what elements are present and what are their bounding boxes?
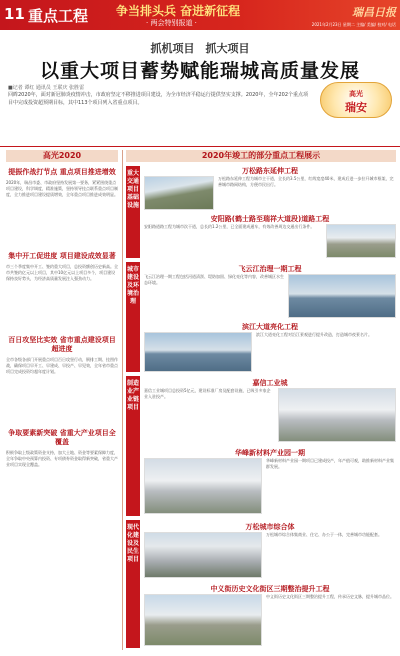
project-photo: [144, 332, 252, 372]
left-section-body: 市三个季度集中开工、签约重大项目，总投资额创历史新高。全市共签约亿元以上项目，其中10亿元以上项目多个，项目建设保持良好势头，为经济高质量发展注入强劲动力。: [6, 264, 118, 281]
project-title: 中义街历史文化街区三期整治提升工程: [210, 585, 330, 593]
project-body: 中义街历史文化街区三期整治提升工程，传承历史文脉，提升城市品位。: [266, 594, 394, 599]
project-card: [144, 448, 396, 516]
left-section-body: 全市各级各部门开展重点项目百日攻坚行动，倒排工期、挂图作战，确保项目早开工、早建成、早投产、早见效，全年省市重点项目完成投资均超年度计划。: [6, 357, 118, 374]
left-column: [6, 150, 118, 652]
badge-line1: 高光: [348, 90, 377, 98]
masthead-banner: [0, 0, 400, 30]
left-section-heading: 提振作战打节点 重点项目推进增效: [8, 168, 116, 176]
project-body: 安阳路道路工程为城市次干道，总长约1.2公里，已全面建成通车，有效改善周边交通出行条件。: [144, 224, 315, 229]
dateline: 2021年2月23日 星期二 主编/ 美编/ 校对/ 电话: [311, 22, 396, 27]
project-body: 嘉信工业城项目总投资5亿元，建设标准厂房及配套设施，已吸引多家企业入驻投产。: [144, 388, 271, 399]
category-label: 制造业产业链项目: [126, 376, 140, 516]
project-title: 万松路东延伸工程: [242, 167, 298, 175]
column-divider: [122, 150, 123, 650]
project-photo: [144, 532, 262, 578]
left-section-body: 积极争取上级政策资金支持，加大土地、资金等要素保障力度，全年争取中央预算内投资、专项债券资金取得新突破，省重大产业项目实现全覆盖。: [6, 450, 118, 467]
project-photo: [144, 594, 262, 646]
project-body: 滨江大道亮化工程对沿江景观进行提升改造，打造城市夜景名片。: [256, 332, 372, 337]
project-body: 华峰新材料产业园一期项目已建成投产，年产值可观，助推新材料产业集群发展。: [266, 458, 394, 469]
project-card: [144, 522, 396, 580]
project-body: 万松城市综合体集商业、住宅、办公于一体，完善城市功能配套。: [266, 532, 382, 537]
project-photo: [326, 224, 396, 258]
projects-title: 2020年竣工的部分重点工程展示: [126, 150, 396, 162]
badge-line2: 瑞安: [345, 101, 367, 114]
project-photo: [278, 388, 396, 442]
slogan: 争当排头兵 奋进新征程: [116, 4, 241, 18]
section-divider: [0, 146, 400, 147]
article-lead: 回眸2020年，面对新冠肺炎疫情冲击，市政府坚定不移推进项目建设，为全市经济平稳运行提供坚实支撑。2020年，全年202个重点项目中完成投资超预期目标，其中113个项目列入省重点项目。: [8, 92, 308, 106]
section-title: 重点工程: [28, 7, 89, 25]
category-label: 城市建设及环境治理: [126, 262, 140, 372]
paper-name: 瑞昌日报: [352, 6, 396, 19]
project-title: 安阳路(鹤士路至瑞祥大道段)道路工程: [210, 215, 330, 223]
project-title: 飞云江治理一期工程: [238, 265, 302, 273]
projects-area: [126, 150, 396, 652]
project-card: [144, 214, 396, 260]
left-section-body: 2020年，瑞昌市委、市政府坚持发展第一要务，紧紧围绕重点项目建设，科学调度，精准施策，坚持领导挂点联系重点项目制度，全力推进项目建设提质增效，全年重点项目推进成效明显。: [6, 180, 118, 197]
slogan-subtitle: · 两会特别报道 ·: [146, 19, 197, 27]
left-section-heading: 集中开工促进度 项目建设成效显著: [8, 252, 116, 260]
project-body: 飞云江治理一期工程包括河道清淤、堤防加固、绿化亮化等内容，改善城区水生态环境。: [144, 274, 284, 285]
project-body: 万松路东延伸工程为城市主干道，全长约3.5公里，红线宽度40米，建成后进一步拉开城市框架，完善城市路网结构，方便市民出行。: [218, 176, 394, 187]
category-label: 重大交通项目基础设施: [126, 166, 140, 258]
article-kicker: 抓机项目 抓大项目: [150, 42, 250, 55]
project-title: 嘉信工业城: [252, 379, 288, 387]
project-card: [144, 322, 396, 374]
project-photo: [288, 274, 396, 318]
left-column-title: 高光2020: [6, 150, 118, 162]
page-number: 11: [4, 5, 25, 23]
project-title: 万松城市综合体: [245, 523, 295, 531]
project-title: 华峰新材料产业园一期: [235, 449, 305, 457]
article-headline: 以重大项目蓄势赋能瑞城高质量发展: [39, 60, 360, 82]
left-section-heading: 争取要素新突破 省重大产业项目全覆盖: [8, 429, 116, 446]
project-title: 滨江大道亮化工程: [242, 323, 298, 331]
project-photo: [144, 176, 214, 210]
left-section-heading: 百日攻坚比实效 省市重点建设项目超进度: [8, 336, 116, 353]
project-photo: [144, 458, 262, 514]
project-card: [144, 584, 396, 648]
article-byline: ■记者 谭红 通讯员 王联庆 张胜雷: [8, 85, 85, 91]
category-label: 现代化建设及民生项目: [126, 520, 140, 648]
project-card: [144, 166, 396, 212]
highlight-badge: [320, 82, 392, 118]
project-card: [144, 378, 396, 444]
project-card: [144, 264, 396, 320]
